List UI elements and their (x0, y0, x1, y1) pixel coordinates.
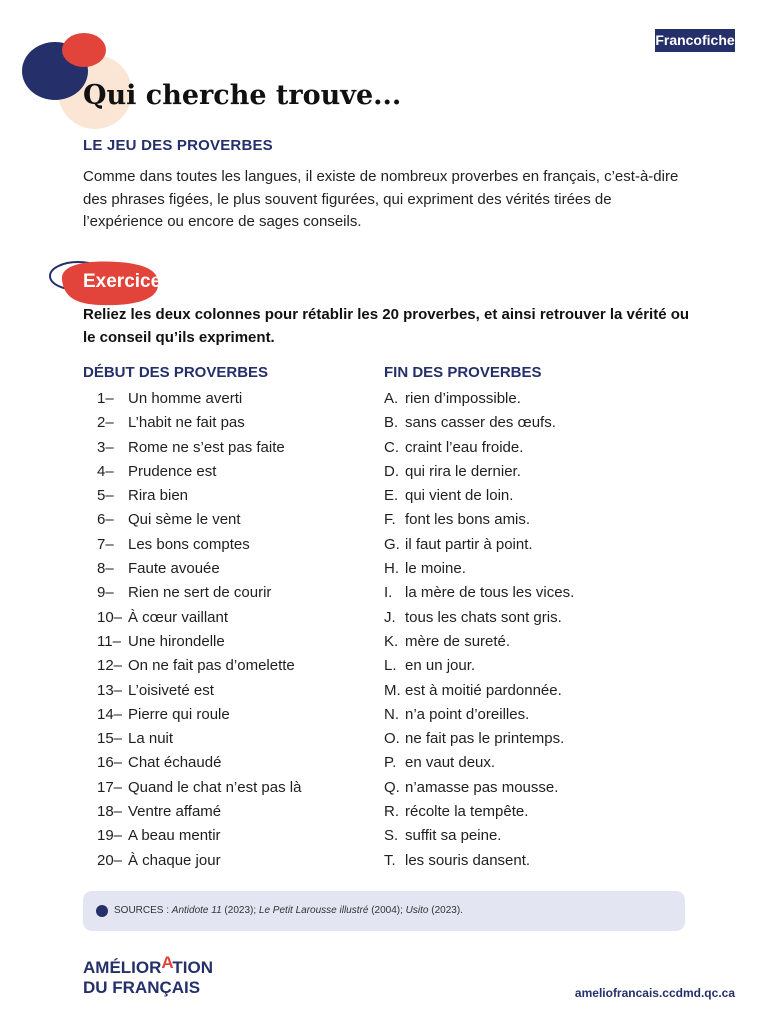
list-item: 19– A beau mentir (97, 827, 221, 845)
list-item: C. craint l’eau froide. (384, 438, 524, 456)
list-item: 6– Qui sème le vent (97, 511, 241, 529)
list-item: 17– Quand le chat n’est pas là (97, 778, 302, 796)
exercice-label: Exercice (83, 271, 162, 292)
list-item: 3– Rome ne s’est pas faite (97, 438, 285, 456)
list-item: N. n’a point d’oreilles. (384, 705, 530, 723)
list-item: H. le moine. (384, 560, 466, 578)
proverb-ends-list (384, 387, 574, 873)
section-heading: LE JEU DES PROVERBES (83, 137, 273, 154)
column-heading-starts: DÉBUT DES PROVERBES (83, 364, 269, 381)
list-item: 11– Une hirondelle (97, 632, 225, 650)
list-item: 20– À chaque jour (97, 851, 221, 869)
list-item: J. tous les chats sont gris. (384, 608, 562, 626)
list-item: B. sans casser des œufs. (384, 414, 556, 432)
list-item: D. qui rira le dernier. (384, 462, 521, 480)
list-item: 2– L’habit ne fait pas (97, 414, 245, 432)
list-item: 18– Ventre affamé (97, 803, 222, 821)
list-item: P. en vaut deux. (384, 754, 496, 772)
list-item: 16– Chat échaudé (97, 754, 222, 772)
website-link[interactable]: ameliofrancais.ccdmd.qc.ca (574, 986, 735, 1000)
sources-text: SOURCES : Antidote 11 (2023); Le Petit Larousse illustré (2004); Usito (2023). (114, 905, 463, 916)
list-item: I. la mère de tous les vices. (384, 584, 575, 602)
list-item: M. est à moitié pardonnée. (384, 681, 562, 699)
list-item: 9– Rien ne sert de courir (97, 584, 272, 602)
page-title: Qui cherche trouve... (83, 80, 402, 111)
list-item: Q. n’amasse pas mousse. (384, 778, 559, 796)
list-item: 10– À cœur vaillant (97, 608, 229, 626)
list-item: 8– Faute avouée (97, 560, 220, 578)
francofiche-badge: Francofiche (655, 29, 735, 52)
list-item: 12– On ne fait pas d’omelette (97, 657, 295, 675)
list-item: E. qui vient de loin. (384, 487, 514, 505)
exercise-instruction: Reliez les deux colonnes pour rétablir les 20 proverbes, et ainsi retrouver la vérité ou le conseil qu’ils expriment. (83, 306, 690, 346)
column-heading-ends: FIN DES PROVERBES (384, 364, 542, 381)
list-item: F. font les bons amis. (384, 511, 531, 529)
amelioration-du-francais-logo: AMÉLIORATION DU FRANÇAIS (83, 953, 214, 997)
list-item: T. les souris dansent. (384, 851, 531, 869)
list-item: A. rien d’impossible. (384, 390, 521, 407)
list-item: 15– La nuit (97, 730, 174, 748)
list-item: 14– Pierre qui roule (97, 705, 230, 723)
bullet-dot-icon (96, 905, 108, 917)
list-item: S. suffit sa peine. (384, 827, 502, 845)
intro-paragraph: Comme dans toutes les langues, il existe de nombreux proverbes en français, c’est-à-dire des phrases figées, le plus souvent figurées, qui expriment des vérités tirées de l’expérience ou encore de sages conseils. (83, 168, 679, 230)
sources-box (83, 891, 685, 931)
list-item: G. il faut partir à point. (384, 535, 533, 553)
list-item: R. récolte la tempête. (384, 803, 529, 821)
list-item: K. mère de sureté. (384, 632, 511, 650)
list-item: 4– Prudence est (97, 462, 217, 480)
list-item: O. ne fait pas le printemps. (384, 730, 565, 748)
list-item: L. en un jour. (384, 657, 476, 675)
proverb-starts-list (97, 387, 301, 873)
list-item: 13– L’oisiveté est (97, 681, 214, 699)
list-item: 7– Les bons comptes (97, 535, 250, 553)
list-item: 5– Rira bien (97, 487, 189, 505)
list-item: 1– Un homme averti (97, 390, 243, 407)
